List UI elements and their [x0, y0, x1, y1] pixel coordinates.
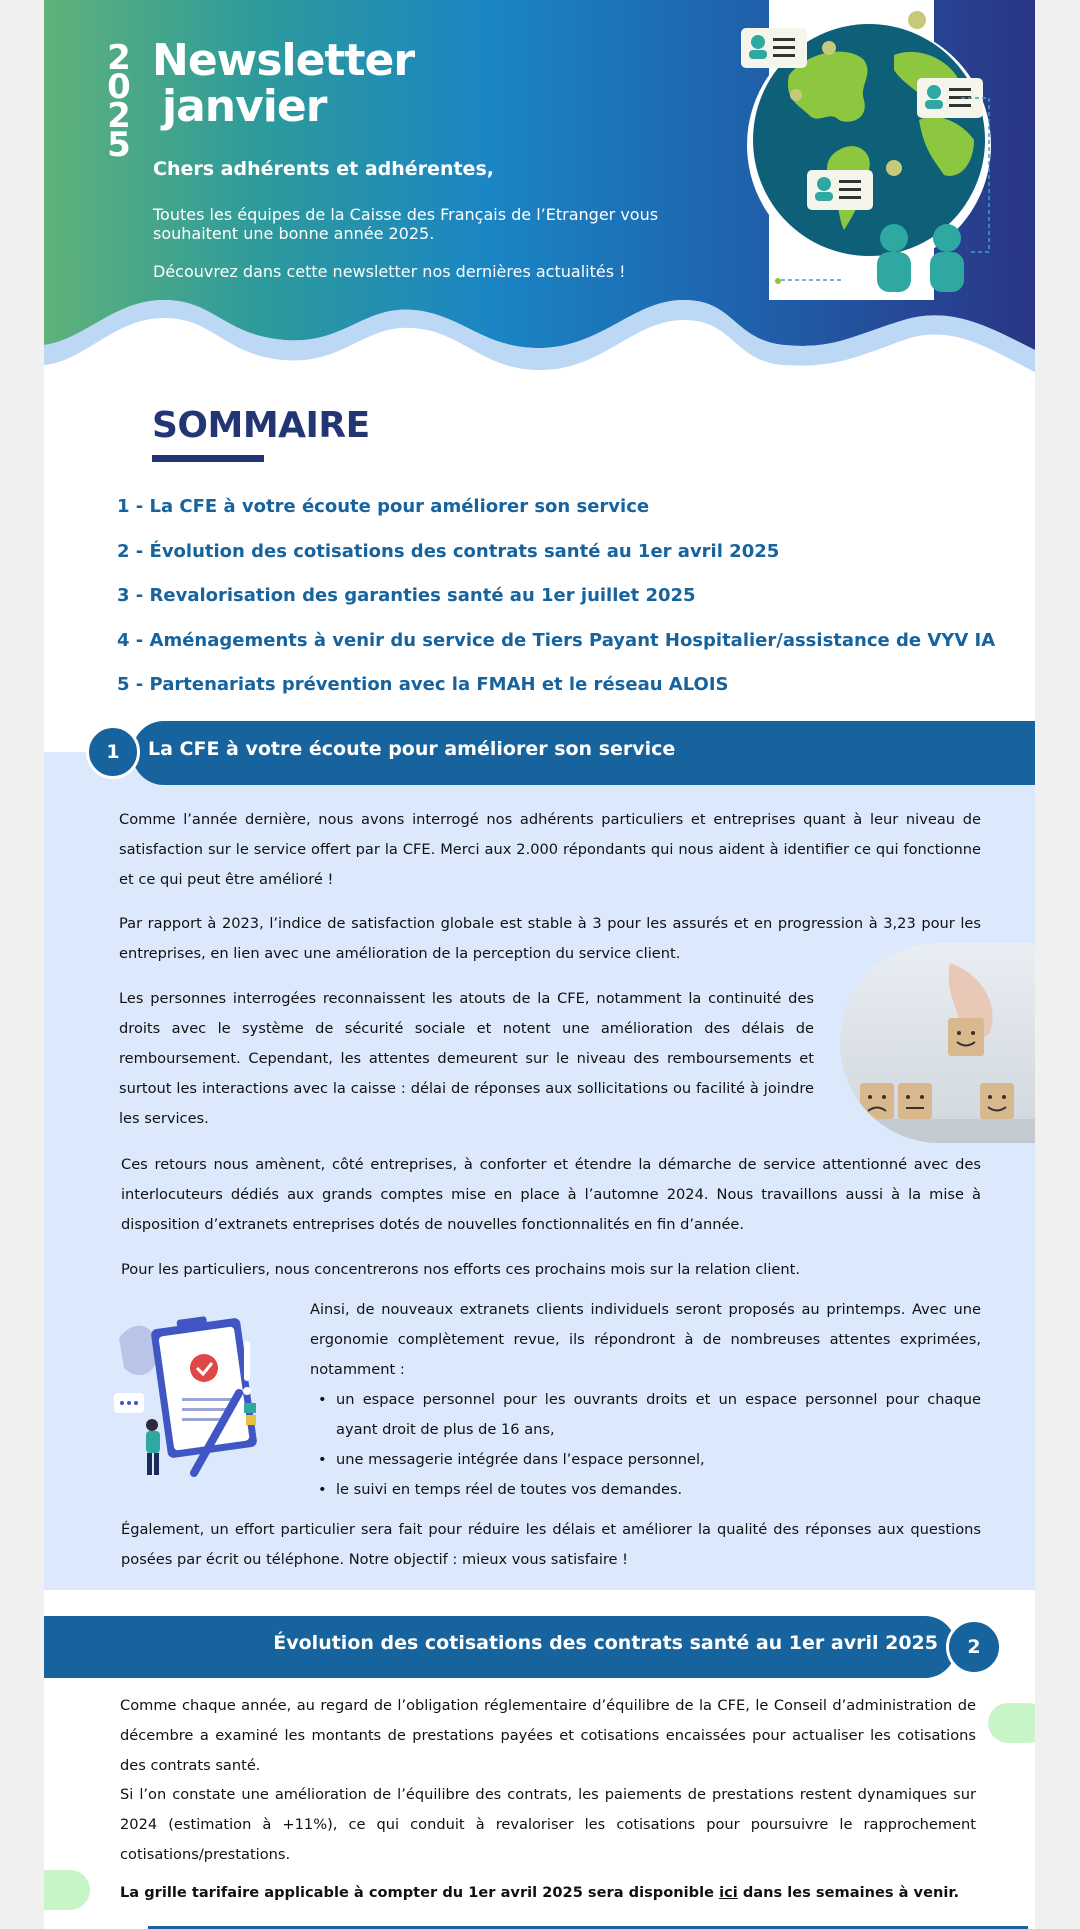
year-digit: 5	[107, 125, 131, 165]
extranet-features-list	[336, 1385, 981, 1505]
year-digit: 0	[107, 67, 131, 107]
section-1-paragraph-4: Ces retours nous amènent, côté entreprises, à conforter et étendre la démarche de service attentionné avec des interlocuteurs dédiés aux grands comptes mise en place à l’automne 2024. Nous travaillons aussi à la mise à disposition d’extranets entreprises dotés de nouvelles fonctionnalités en fin d’année.	[121, 1156, 981, 1233]
table-of-contents	[117, 490, 995, 713]
section-1-number-badge: 1	[86, 725, 140, 779]
pricing-grid-link[interactable]: ici	[719, 1884, 738, 1901]
year-digit: 2	[107, 38, 131, 78]
intro-text: Toutes les équipes de la Caisse des Français de l’Etranger vous souhaitent une bonne année 2025.	[153, 205, 659, 243]
year-vertical	[106, 38, 132, 165]
toc-item-4[interactable]: 4 - Aménagements à venir du service de Tiers Payant Hospitalier/assistance de VYV IA	[117, 629, 996, 651]
toc-item-2[interactable]: 2 - Évolution des cotisations des contrats santé au 1er avril 2025	[117, 540, 780, 562]
intro-text-2: Découvrez dans cette newsletter nos dernières actualités !	[153, 262, 626, 281]
list-item: • un espace personnel pour les ouvrants droits et un espace personnel pour chaque ayant droit de plus de 16 ans,	[336, 1385, 981, 1445]
globe-illustration	[689, 0, 1009, 300]
greeting: Chers adhérents et adhérentes,	[153, 158, 494, 180]
section-1-paragraph-7: Également, un effort particulier sera fait pour réduire les délais et améliorer la qualité des réponses aux questions posées par écrit ou téléphone. Notre objectif : mieux vous satisfaire !	[121, 1521, 981, 1568]
section-1-paragraph-2: Par rapport à 2023, l’indice de satisfaction globale est stable à 3 pour les assurés et en progression à 3,23 pour les entreprises, en lien avec une amélioration de la perception du service client.	[119, 915, 981, 962]
newsletter-header	[44, 0, 1035, 380]
clipboard-illustration	[104, 1303, 284, 1493]
satisfaction-cubes-photo	[840, 943, 1035, 1143]
title-line-2: janvier	[162, 81, 327, 132]
section-2-number-badge: 2	[946, 1619, 1002, 1675]
pricing-text-after: dans les semaines à venir.	[737, 1884, 960, 1901]
newsletter-title	[152, 35, 415, 132]
section-2-title: Évolution des cotisations des contrats santé au 1er avril 2025	[273, 1632, 938, 1654]
newsletter-page	[44, 0, 1035, 1929]
section-2-paragraph-1: Comme chaque année, au regard de l’obligation réglementaire d’équilibre de la CFE, le Conseil d’administration de décembre a examiné les montants de prestations payées et cotisations encaissées pour actualiser les cotisations des contrats santé.	[120, 1697, 976, 1774]
section-1-paragraph-1: Comme l’année dernière, nous avons interrogé nos adhérents particuliers et entreprises quant à leur niveau de satisfaction sur le service offert par la CFE. Merci aux 2.000 répondants qui nous aident à identifier ce qui fonctionne et ce qui peut être amélioré !	[119, 811, 981, 888]
list-item: • une messagerie intégrée dans l’espace personnel,	[336, 1445, 981, 1475]
section-1-paragraph-6: Ainsi, de nouveaux extranets clients individuels seront proposés au printemps. Avec une ergonomie complètement revue, ils répondront à de nombreuses attentes exprimées, notamment :	[310, 1301, 981, 1378]
pricing-text-before: La grille tarifaire applicable à compter du 1er avril 2025 sera disponible	[120, 1884, 720, 1901]
sommaire-underline	[152, 455, 264, 462]
year-digit: 2	[107, 96, 131, 136]
list-item: • le suivi en temps réel de toutes vos demandes.	[336, 1475, 981, 1505]
decorative-green-shape	[44, 1870, 90, 1910]
section-2-paragraph-3	[120, 1884, 959, 1901]
section-2-paragraph-2: Si l’on constate une amélioration de l’équilibre des contrats, les paiements de prestations restent dynamiques sur 2024 (estimation à +11%), ce qui conduit à revaloriser les cotisations pour poursuivre le rapprochement cotisations/prestations.	[120, 1786, 976, 1863]
sommaire-title: SOMMAIRE	[152, 405, 370, 446]
toc-item-1[interactable]: 1 - La CFE à votre écoute pour améliorer son service	[117, 496, 650, 517]
decorative-green-shape	[988, 1703, 1035, 1743]
section-1-title: La CFE à votre écoute pour améliorer son service	[148, 738, 676, 760]
toc-item-3[interactable]: 3 - Revalorisation des garanties santé au 1er juillet 2025	[117, 585, 696, 606]
section-1-paragraph-3: Les personnes interrogées reconnaissent les atouts de la CFE, notamment la continuité des droits avec le système de sécurité sociale et notent une amélioration des délais de remboursement. Cependant, les attentes demeurent sur le niveau des remboursements et surtout les interactions avec la caisse : délai de réponses aux sollicitations ou facilité à joindre les services.	[119, 990, 814, 1127]
title-line-1: Newsletter	[152, 35, 415, 86]
section-1-paragraph-5: Pour les particuliers, nous concentrerons nos efforts ces prochains mois sur la relation client.	[121, 1261, 800, 1278]
toc-item-5[interactable]: 5 - Partenariats prévention avec la FMAH et le réseau ALOIS	[117, 674, 729, 695]
